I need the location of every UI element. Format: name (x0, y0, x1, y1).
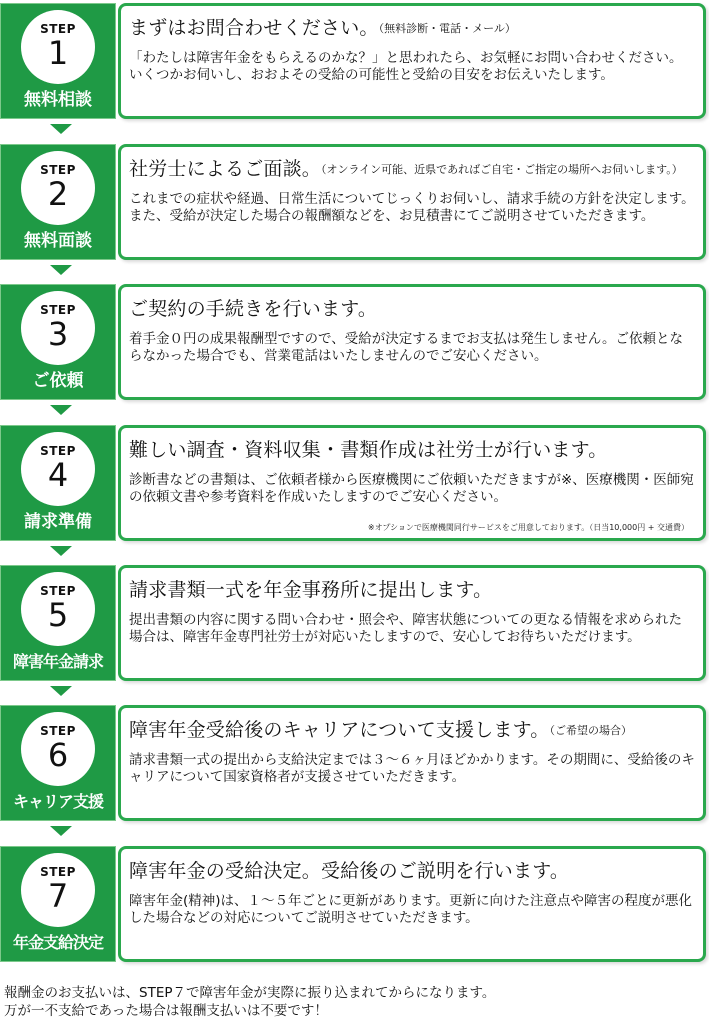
down-arrow-icon (50, 826, 72, 836)
step-number: 1 (47, 34, 69, 72)
step-badge (0, 3, 116, 119)
step-title-text: ご契約の手続きを行います。 (129, 298, 378, 320)
step-badge (0, 846, 116, 962)
step-title-text: 請求書類一式を年金事務所に提出します。 (129, 579, 493, 601)
step-prefix: STEP (40, 724, 76, 738)
step-label: 障害年金請求 (12, 652, 103, 671)
step-label: 無料相談 (24, 90, 92, 110)
down-arrow-icon (50, 546, 72, 556)
step-title (129, 154, 697, 181)
step-title (129, 435, 697, 462)
down-arrow-icon (50, 405, 72, 415)
step-description: 障害年金(精神)は、１～５年ごとに更新があります。更新に向けた注意点や障害の程度が悪化した場合などの対応についてご説明させていただきます。 (129, 893, 692, 926)
step-title (129, 856, 697, 883)
step-7 (0, 843, 709, 965)
down-arrow-icon (50, 686, 72, 696)
down-arrow-icon (50, 124, 72, 134)
step-prefix: STEP (40, 303, 76, 317)
step-label: 請求準備 (24, 512, 92, 532)
step-prefix: STEP (40, 22, 76, 36)
step-4 (0, 422, 709, 544)
step-card (118, 565, 706, 681)
step-title (129, 13, 697, 40)
step-title (129, 575, 697, 602)
step-number-circle (21, 151, 95, 225)
step-badge (0, 284, 116, 400)
step-badge (0, 705, 116, 821)
payment-note-line1: 報酬金のお支払いは、STEP７で障害年金が実際に振り込まれてからになります。 (4, 985, 496, 1001)
step-number-circle (21, 291, 95, 365)
step-title-text: 障害年金の受給決定。受給後のご説明を行います。 (129, 860, 570, 882)
step-number: 7 (47, 877, 69, 915)
step-card (118, 705, 706, 821)
step-footnote: ※オプションで医療機関同行サービスをご用意しております。（日当10,000円 + 交通費） (367, 523, 689, 532)
step-prefix: STEP (40, 444, 76, 458)
step-prefix: STEP (40, 163, 76, 177)
step-badge (0, 144, 116, 260)
step-title (129, 715, 697, 742)
step-1 (0, 0, 709, 122)
step-label: キャリア支援 (12, 792, 103, 811)
step-badge (0, 565, 116, 681)
step-number: 2 (47, 175, 69, 213)
step-card (118, 846, 706, 962)
step-prefix: STEP (40, 584, 76, 598)
step-2 (0, 141, 709, 263)
step-5 (0, 562, 709, 684)
step-number: 5 (47, 596, 69, 634)
step-title-note: （無料診断・電話・メール） (378, 22, 516, 35)
payment-note-line2: 万が一不支給であった場合は報酬支払いは不要です！ (4, 1003, 328, 1019)
step-number: 4 (47, 456, 69, 494)
step-card (118, 144, 706, 260)
step-label: ご依頼 (32, 371, 84, 391)
step-title-text: 難しい調査・資料収集・書類作成は社労士が行います。 (129, 439, 608, 461)
step-label: 年金支給決定 (12, 933, 103, 952)
step-6 (0, 702, 709, 824)
payment-note (4, 984, 495, 1020)
step-description: 着手金０円の成果報酬型ですので、受給が決定するまでお支払は発生しません。ご依頼とならなかった場合でも、営業電話はいたしませんのでご安心ください。 (129, 331, 684, 364)
step-card (118, 284, 706, 400)
step-description: 診断書などの書類は、ご依頼者様から医療機関にご依頼いただきますが※、医療機関・医師宛の依頼文書や参考資料を作成いたしますのでご安心ください。 (129, 472, 694, 505)
step-number: 6 (47, 736, 69, 774)
step-title (129, 294, 697, 321)
step-number-circle (21, 853, 95, 927)
step-3 (0, 281, 709, 403)
step-description: 「わたしは障害年金をもらえるのかな？」と思われたら、お気軽にお問い合わせください。いくつかお伺いし、おおよその受給の可能性と受給の目安をお伝えいたします。 (129, 50, 683, 83)
step-title-note: （ご希望の場合） (549, 724, 633, 737)
step-number: 3 (47, 315, 69, 353)
step-number-circle (21, 572, 95, 646)
down-arrow-icon (50, 265, 72, 275)
step-badge (0, 425, 116, 541)
step-card (118, 425, 706, 541)
step-number-circle (21, 10, 95, 84)
step-number-circle (21, 432, 95, 506)
step-title-text: まずはお問合わせください。 (129, 17, 379, 39)
step-description: 請求書類一式の提出から支給決定までは３～６ヶ月ほどかかります。その期間に、受給後のキャリアについて国家資格者が支援させていただきます。 (129, 752, 695, 785)
step-prefix: STEP (40, 865, 76, 879)
step-title-note: （オンライン可能、近県であればご自宅・ご指定の場所へお伺いします。） (321, 163, 683, 176)
step-title-text: 障害年金受給後のキャリアについて支援します。 (129, 719, 550, 741)
step-card (118, 3, 706, 119)
step-title-text: 社労士によるご面談。 (129, 158, 322, 180)
step-description: これまでの症状や経過、日常生活についてじっくりお伺いし、請求手続の方針を決定します。また、受給が決定した場合の報酬額などを、お見積書にてご説明させていただきます。 (129, 191, 695, 224)
step-label: 無料面談 (24, 231, 92, 251)
step-number-circle (21, 712, 95, 786)
step-description: 提出書類の内容に関する問い合わせ・照会や、障害状態についての更なる情報を求められた場合は、障害年金専門社労士が対応いたしますので、安心してお待ちいただけます。 (129, 612, 682, 645)
